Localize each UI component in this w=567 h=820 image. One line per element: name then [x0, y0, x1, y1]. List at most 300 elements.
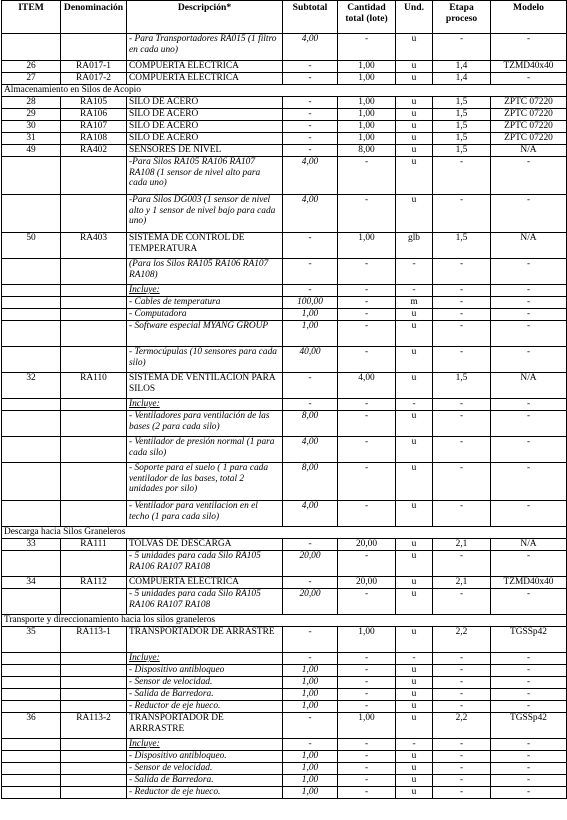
descripcion-cell: - Soporte para el suelo ( 1 para cada ventilador de las bases, total 2 unidades por silo): [127, 463, 283, 501]
item-row: [2, 627, 567, 653]
unidad-cell: glb: [396, 233, 433, 259]
detail-row: [2, 501, 567, 527]
modelo-cell: -: [491, 157, 567, 195]
item-number-cell: [2, 34, 61, 61]
descripcion-cell: Incluye:: [127, 653, 283, 665]
descripcion-cell: - Ventilador para ventilacion en el techo (1 para cada silo): [127, 501, 283, 527]
denominacion-cell: RA111: [61, 539, 127, 551]
detail-row: [2, 689, 567, 701]
modelo-cell: ZPTC 07220: [491, 97, 567, 109]
header-subtotal: Subtotal: [283, 1, 338, 34]
unidad-cell: u: [396, 411, 433, 437]
cantidad-cell: -: [338, 34, 396, 61]
subtotal-cell: 1,00: [283, 763, 338, 775]
etapa-cell: -: [433, 309, 491, 321]
item-number-cell: [2, 763, 61, 775]
modelo-cell: -: [491, 677, 567, 689]
denominacion-cell: [61, 463, 127, 501]
item-number-cell: [2, 589, 61, 615]
etapa-cell: -: [433, 463, 491, 501]
cantidad-cell: 1,00: [338, 61, 396, 73]
unidad-cell: u: [396, 145, 433, 157]
unidad-cell: u: [396, 309, 433, 321]
cantidad-cell: -: [338, 285, 396, 297]
denominacion-cell: [61, 309, 127, 321]
etapa-cell: -: [433, 689, 491, 701]
item-number-cell: [2, 653, 61, 665]
etapa-cell: 1,5: [433, 373, 491, 399]
descripcion-cell: - Reductor de eje hueco.: [127, 787, 283, 799]
detail-row: [2, 775, 567, 787]
item-number-cell: 28: [2, 97, 61, 109]
cantidad-cell: -: [338, 259, 396, 285]
denominacion-cell: [61, 689, 127, 701]
modelo-cell: -: [491, 34, 567, 61]
unidad-cell: u: [396, 97, 433, 109]
header-row: [2, 1, 567, 34]
denominacion-cell: RA017-2: [61, 73, 127, 85]
item-row: [2, 97, 567, 109]
cantidad-cell: -: [338, 677, 396, 689]
cantidad-cell: -: [338, 399, 396, 411]
subtotal-cell: -: [283, 109, 338, 121]
descripcion-cell: - Para Transportadores RA015 (1 filtro en cada uno): [127, 34, 283, 61]
cantidad-cell: 8,00: [338, 145, 396, 157]
subtotal-cell: -: [283, 259, 338, 285]
unidad-cell: u: [396, 665, 433, 677]
etapa-cell: -: [433, 34, 491, 61]
etapa-cell: -: [433, 321, 491, 347]
denominacion-cell: [61, 321, 127, 347]
cantidad-cell: -: [338, 787, 396, 799]
descripcion-cell: - Sensor de velocidad.: [127, 677, 283, 689]
cantidad-cell: -: [338, 551, 396, 577]
subtotal-cell: -: [283, 285, 338, 297]
descripcion-cell: - 5 unidades para cada Silo RA105 RA106 RA107 RA108: [127, 589, 283, 615]
modelo-cell: -: [491, 437, 567, 463]
subtotal-cell: 1,00: [283, 677, 338, 689]
detail-row: [2, 195, 567, 233]
denominacion-cell: [61, 347, 127, 373]
unidad-cell: u: [396, 775, 433, 787]
denominacion-cell: RA113-1: [61, 627, 127, 653]
etapa-cell: 1,5: [433, 109, 491, 121]
modelo-cell: -: [491, 763, 567, 775]
unidad-cell: u: [396, 437, 433, 463]
etapa-cell: -: [433, 285, 491, 297]
denominacion-cell: [61, 259, 127, 285]
descripcion-cell: TOLVAS DE DESCARGA: [127, 539, 283, 551]
item-number-cell: [2, 739, 61, 751]
subtotal-cell: 1,00: [283, 775, 338, 787]
modelo-cell: TZMD40x40: [491, 61, 567, 73]
cantidad-cell: -: [338, 701, 396, 713]
item-number-cell: [2, 347, 61, 373]
equipment-table: [1, 0, 567, 799]
denominacion-cell: [61, 665, 127, 677]
unidad-cell: -: [396, 739, 433, 751]
modelo-cell: -: [491, 399, 567, 411]
item-number-cell: 32: [2, 373, 61, 399]
etapa-cell: 2,1: [433, 539, 491, 551]
etapa-cell: -: [433, 347, 491, 373]
descripcion-cell: - Salida de Barredora.: [127, 689, 283, 701]
subtotal-cell: 1,00: [283, 321, 338, 347]
descripcion-cell: COMPUERTA ELECTRICA: [127, 577, 283, 589]
cantidad-cell: 1,00: [338, 109, 396, 121]
cantidad-cell: -: [338, 775, 396, 787]
denominacion-cell: [61, 751, 127, 763]
unidad-cell: u: [396, 501, 433, 527]
modelo-cell: -: [491, 751, 567, 763]
denominacion-cell: [61, 399, 127, 411]
modelo-cell: TGSSp42: [491, 713, 567, 739]
etapa-cell: 1,5: [433, 121, 491, 133]
descripcion-cell: COMPUERTA ELECTRICA: [127, 61, 283, 73]
descripcion-cell: SENSORES DE NIVEL: [127, 145, 283, 157]
modelo-cell: N/A: [491, 539, 567, 551]
modelo-cell: N/A: [491, 145, 567, 157]
section-title: Almacenamiento en Silos de Acopio: [2, 85, 567, 97]
etapa-cell: -: [433, 787, 491, 799]
cantidad-cell: -: [338, 501, 396, 527]
unidad-cell: u: [396, 73, 433, 85]
unidad-cell: u: [396, 121, 433, 133]
item-number-cell: [2, 701, 61, 713]
cantidad-cell: 1,00: [338, 627, 396, 653]
header-modelo: Modelo: [491, 1, 567, 34]
item-number-cell: [2, 321, 61, 347]
unidad-cell: u: [396, 133, 433, 145]
unidad-cell: -: [396, 399, 433, 411]
item-number-cell: 49: [2, 145, 61, 157]
detail-row: [2, 321, 567, 347]
etapa-cell: -: [433, 297, 491, 309]
etapa-cell: 1,5: [433, 133, 491, 145]
section-row: [2, 527, 567, 539]
modelo-cell: TZMD40x40: [491, 577, 567, 589]
modelo-cell: -: [491, 309, 567, 321]
unidad-cell: u: [396, 751, 433, 763]
cantidad-cell: -: [338, 411, 396, 437]
cantidad-cell: -: [338, 347, 396, 373]
modelo-cell: -: [491, 73, 567, 85]
cantidad-cell: -: [338, 653, 396, 665]
descripcion-cell: - Ventilador de presión normal (1 para cada silo): [127, 437, 283, 463]
section-row: [2, 615, 567, 627]
denominacion-cell: [61, 653, 127, 665]
subtotal-cell: -: [283, 133, 338, 145]
unidad-cell: u: [396, 463, 433, 501]
item-row: [2, 61, 567, 73]
subtotal-cell: 4,00: [283, 501, 338, 527]
descripcion-cell: Incluye:: [127, 739, 283, 751]
item-number-cell: [2, 309, 61, 321]
subtotal-cell: 1,00: [283, 665, 338, 677]
denominacion-cell: RA112: [61, 577, 127, 589]
item-number-cell: 30: [2, 121, 61, 133]
unidad-cell: u: [396, 195, 433, 233]
descripcion-cell: SILO DE ACERO: [127, 97, 283, 109]
unidad-cell: u: [396, 347, 433, 373]
subtotal-cell: -: [283, 145, 338, 157]
detail-row: [2, 763, 567, 775]
subtotal-cell: -: [283, 73, 338, 85]
denominacion-cell: [61, 285, 127, 297]
etapa-cell: -: [433, 195, 491, 233]
item-row: [2, 73, 567, 85]
descripcion-cell: Incluye:: [127, 399, 283, 411]
table-body: [2, 34, 567, 799]
descripcion-cell: TRANSPORTADOR DE ARRRASTRE: [127, 713, 283, 739]
descripcion-cell: - Sensor de velocidad.: [127, 763, 283, 775]
denominacion-cell: RA105: [61, 97, 127, 109]
section-row: [2, 85, 567, 97]
unidad-cell: u: [396, 577, 433, 589]
cantidad-cell: -: [338, 751, 396, 763]
cantidad-cell: -: [338, 689, 396, 701]
subtotal-cell: 8,00: [283, 411, 338, 437]
unidad-cell: u: [396, 551, 433, 577]
unidad-cell: u: [396, 539, 433, 551]
detail-row: [2, 297, 567, 309]
detail-row: [2, 411, 567, 437]
etapa-cell: -: [433, 763, 491, 775]
denominacion-cell: [61, 677, 127, 689]
header-cantidad: Cantidad total (lote): [338, 1, 396, 34]
subtotal-cell: 100,00: [283, 297, 338, 309]
modelo-cell: -: [491, 411, 567, 437]
item-number-cell: 26: [2, 61, 61, 73]
modelo-cell: -: [491, 689, 567, 701]
detail-row: [2, 34, 567, 61]
subtotal-cell: -: [283, 373, 338, 399]
cantidad-cell: 1,00: [338, 121, 396, 133]
descripcion-cell: - Cables de temperatura: [127, 297, 283, 309]
denominacion-cell: [61, 157, 127, 195]
modelo-cell: ZPTC 07220: [491, 109, 567, 121]
modelo-cell: -: [491, 787, 567, 799]
unidad-cell: u: [396, 373, 433, 399]
denominacion-cell: [61, 501, 127, 527]
cantidad-cell: -: [338, 195, 396, 233]
subtotal-cell: -: [283, 121, 338, 133]
denominacion-cell: [61, 411, 127, 437]
item-number-cell: [2, 259, 61, 285]
cantidad-cell: -: [338, 321, 396, 347]
etapa-cell: 2,2: [433, 627, 491, 653]
denominacion-cell: [61, 551, 127, 577]
item-number-cell: 36: [2, 713, 61, 739]
modelo-cell: TGSSp42: [491, 627, 567, 653]
etapa-cell: -: [433, 411, 491, 437]
descripcion-cell: - Reductor de eje hueco.: [127, 701, 283, 713]
subtotal-cell: -: [283, 653, 338, 665]
unidad-cell: m: [396, 297, 433, 309]
item-row: [2, 109, 567, 121]
subtotal-cell: -: [283, 713, 338, 739]
cantidad-cell: -: [338, 437, 396, 463]
item-number-cell: [2, 285, 61, 297]
cantidad-cell: -: [338, 589, 396, 615]
header-denominacion: Denominación: [61, 1, 127, 34]
etapa-cell: 2,2: [433, 713, 491, 739]
unidad-cell: u: [396, 701, 433, 713]
detail-row: [2, 399, 567, 411]
modelo-cell: N/A: [491, 373, 567, 399]
item-number-cell: 34: [2, 577, 61, 589]
descripcion-cell: TRANSPORTADOR DE ARRASTRE: [127, 627, 283, 653]
unidad-cell: u: [396, 321, 433, 347]
etapa-cell: -: [433, 701, 491, 713]
header-descripcion: Descripción*: [127, 1, 283, 34]
cantidad-cell: -: [338, 309, 396, 321]
item-number-cell: [2, 195, 61, 233]
unidad-cell: u: [396, 713, 433, 739]
detail-row: [2, 589, 567, 615]
detail-row: [2, 347, 567, 373]
item-number-cell: 33: [2, 539, 61, 551]
detail-row: [2, 463, 567, 501]
item-row: [2, 233, 567, 259]
item-number-cell: [2, 775, 61, 787]
item-number-cell: [2, 551, 61, 577]
denominacion-cell: [61, 34, 127, 61]
denominacion-cell: [61, 297, 127, 309]
header-unidad: Und.: [396, 1, 433, 34]
cantidad-cell: 1,00: [338, 713, 396, 739]
item-row: [2, 145, 567, 157]
etapa-cell: -: [433, 259, 491, 285]
unidad-cell: -: [396, 653, 433, 665]
modelo-cell: -: [491, 665, 567, 677]
etapa-cell: -: [433, 157, 491, 195]
modelo-cell: -: [491, 297, 567, 309]
modelo-cell: -: [491, 701, 567, 713]
etapa-cell: -: [433, 501, 491, 527]
descripcion-cell: SISTEMA DE VENTILACION PARA SILOS: [127, 373, 283, 399]
etapa-cell: 1,4: [433, 61, 491, 73]
unidad-cell: u: [396, 627, 433, 653]
item-number-cell: [2, 677, 61, 689]
header-item: ITEM: [2, 1, 61, 34]
cantidad-cell: -: [338, 665, 396, 677]
unidad-cell: u: [396, 157, 433, 195]
subtotal-cell: -: [283, 739, 338, 751]
cantidad-cell: 20,00: [338, 539, 396, 551]
denominacion-cell: [61, 195, 127, 233]
detail-row: [2, 739, 567, 751]
modelo-cell: -: [491, 775, 567, 787]
modelo-cell: -: [491, 463, 567, 501]
descripcion-cell: -Para Silos RA105 RA106 RA107 RA108 (1 sensor de nivel alto para cada uno): [127, 157, 283, 195]
descripcion-cell: SISTEMA DE CONTROL DE TEMPERATURA: [127, 233, 283, 259]
denominacion-cell: RA106: [61, 109, 127, 121]
etapa-cell: 2,1: [433, 577, 491, 589]
unidad-cell: u: [396, 689, 433, 701]
modelo-cell: -: [491, 653, 567, 665]
item-number-cell: 50: [2, 233, 61, 259]
cantidad-cell: -: [338, 739, 396, 751]
modelo-cell: -: [491, 551, 567, 577]
unidad-cell: u: [396, 109, 433, 121]
detail-row: [2, 259, 567, 285]
item-number-cell: [2, 787, 61, 799]
descripcion-cell: Incluye:: [127, 285, 283, 297]
descripcion-cell: COMPUERTA ELECTRICA: [127, 73, 283, 85]
unidad-cell: u: [396, 34, 433, 61]
detail-row: [2, 701, 567, 713]
detail-row: [2, 309, 567, 321]
denominacion-cell: RA402: [61, 145, 127, 157]
denominacion-cell: [61, 739, 127, 751]
descripcion-cell: - 5 unidades para cada Silo RA105 RA106 RA107 RA108: [127, 551, 283, 577]
denominacion-cell: RA108: [61, 133, 127, 145]
unidad-cell: u: [396, 677, 433, 689]
subtotal-cell: -: [283, 539, 338, 551]
etapa-cell: -: [433, 775, 491, 787]
etapa-cell: -: [433, 551, 491, 577]
denominacion-cell: RA403: [61, 233, 127, 259]
item-number-cell: [2, 665, 61, 677]
detail-row: [2, 157, 567, 195]
subtotal-cell: -: [283, 399, 338, 411]
subtotal-cell: -: [283, 233, 338, 259]
modelo-cell: N/A: [491, 233, 567, 259]
detail-row: [2, 437, 567, 463]
item-number-cell: 29: [2, 109, 61, 121]
etapa-cell: 1,5: [433, 145, 491, 157]
item-number-cell: [2, 463, 61, 501]
detail-row: [2, 653, 567, 665]
descripcion-cell: -Para Silos DG003 (1 sensor de nivel alto y 1 sensor de nivel bajo para cada uno): [127, 195, 283, 233]
subtotal-cell: -: [283, 627, 338, 653]
subtotal-cell: -: [283, 577, 338, 589]
cantidad-cell: 20,00: [338, 577, 396, 589]
subtotal-cell: 4,00: [283, 437, 338, 463]
subtotal-cell: 20,00: [283, 589, 338, 615]
denominacion-cell: [61, 701, 127, 713]
item-number-cell: [2, 411, 61, 437]
item-number-cell: [2, 157, 61, 195]
item-row: [2, 539, 567, 551]
etapa-cell: -: [433, 437, 491, 463]
section-title: Descarga hacia Silos Graneleros: [2, 527, 567, 539]
item-row: [2, 713, 567, 739]
subtotal-cell: 1,00: [283, 309, 338, 321]
etapa-cell: -: [433, 739, 491, 751]
item-row: [2, 373, 567, 399]
item-number-cell: 27: [2, 73, 61, 85]
item-row: [2, 133, 567, 145]
subtotal-cell: 1,00: [283, 751, 338, 763]
etapa-cell: 1,5: [433, 233, 491, 259]
unidad-cell: u: [396, 763, 433, 775]
unidad-cell: u: [396, 589, 433, 615]
denominacion-cell: RA110: [61, 373, 127, 399]
section-title: Transporte y direccionamiento hacia los silos graneleros: [2, 615, 567, 627]
descripcion-cell: - Dispositivo antibloqueo: [127, 665, 283, 677]
denominacion-cell: [61, 775, 127, 787]
item-row: [2, 577, 567, 589]
subtotal-cell: 40,00: [283, 347, 338, 373]
modelo-cell: ZPTC 07220: [491, 121, 567, 133]
etapa-cell: -: [433, 677, 491, 689]
detail-row: [2, 677, 567, 689]
denominacion-cell: [61, 589, 127, 615]
etapa-cell: -: [433, 665, 491, 677]
detail-row: [2, 285, 567, 297]
